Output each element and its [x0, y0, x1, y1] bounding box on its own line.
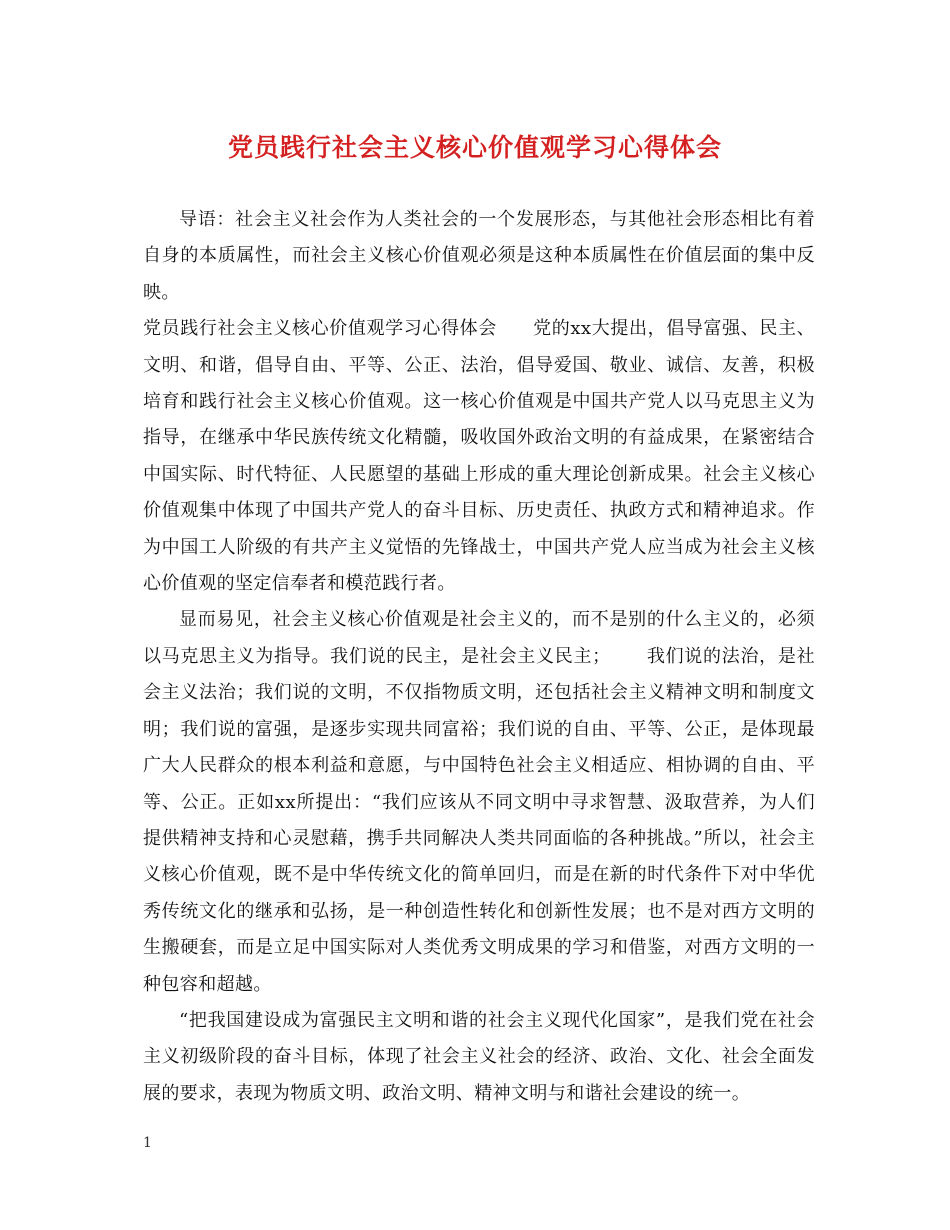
closing-paragraph: “把我国建设成为富强民主文明和谐的社会主义现代化国家”，是我们党在社会主义初级阶段的奋斗目标，体现了社会主义社会的经济、政治、文化、社会全面发展的要求，表现为物质文明、政治文明、精神文明与和谐社会建设的统一。 — [143, 1009, 815, 1104]
body-paragraph-part-2: 我们说的法治，是社会主义法治；我们说的文明，不仅指物质文明，还包括社会主义精神文明和制度文明；我们说的富强，是逐步实现共同富裕；我们说的自由、平等、公正，是体现最广大人民群众的根本利益和意愿，与中国特色社会主义相适应、相协调的自由、平等、公正。正如xx所提出：“我们应该从不同文明中寻求智慧、汲取营养，为人们提供精神支持和心灵慰藉，携手共同解决人类共同面临的各种挑战。”所以，社会主义核心价值观，既不是中华传统文化的简单回归，而是在新的时代条件下对中华优秀传统文化的继承和弘扬，是一种创造性转化和创新性发展；也不是对西方文明的生搬硬套，而是立足中国实际对人类优秀文明成果的学习和借鉴，对西方文明的一种包容和超越。 — [143, 645, 815, 995]
document-body — [143, 202, 815, 1112]
document-title: 党员践行社会主义核心价值观学习心得体会 — [227, 133, 722, 162]
body-paragraph-part-1: 显而易见，社会主义核心价值观是社会主义的，而不是别的什么主义的，必须以马克思主义为指导。我们说的民主，是社会主义民主； — [143, 609, 815, 667]
body-paragraph — [143, 602, 815, 1002]
section-paragraph — [143, 311, 815, 602]
section-text: 党的xx大提出，倡导富强、民主、文明、和谐，倡导自由、平等、公正、法治，倡导爱国、敬业、诚信、友善，积极培育和践行社会主义核心价值观。这一核心价值观是中国共产党人以马克思主义为指导，在继承中华民族传统文化精髓，吸收国外政治文明的有益成果，在紧密结合中国实际、时代特征、人民愿望的基础上形成的重大理论创新成果。社会主义核心价值观集中体现了中国共产党人的奋斗目标、历史责任、执政方式和精神追求。作为中国工人阶级的有共产主义觉悟的先锋战士，中国共产党人应当成为社会主义核心价值观的坚定信奉者和模范践行者。 — [143, 318, 815, 595]
intro-paragraph: 导语：社会主义社会作为人类社会的一个发展形态，与其他社会形态相比有着自身的本质属性，而社会主义核心价值观必须是这种本质属性在价值层面的集中反映。 — [143, 209, 815, 303]
section-heading: 党员践行社会主义核心价值观学习心得体会 — [143, 318, 497, 340]
page-number: 1 — [143, 1135, 152, 1151]
